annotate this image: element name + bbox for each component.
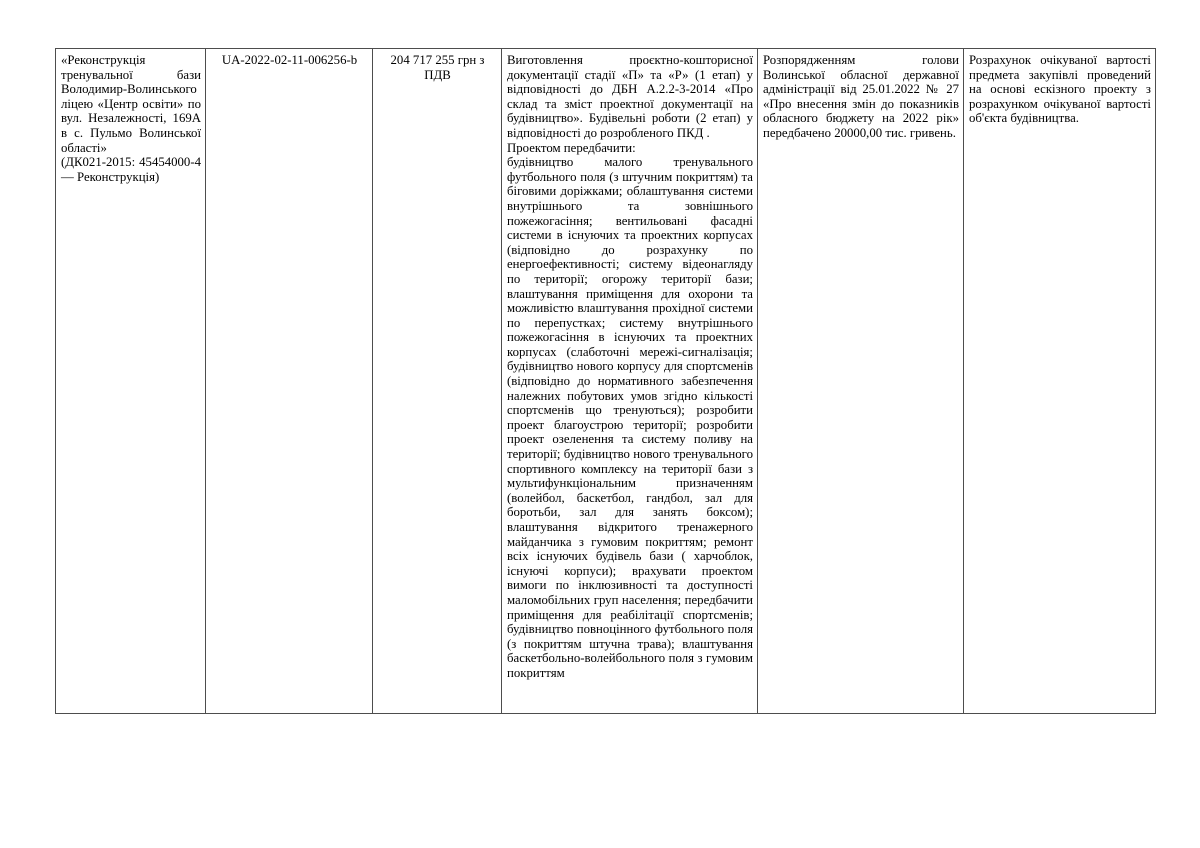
table-row: [56, 49, 1156, 714]
cell-description: [502, 49, 758, 714]
expected-value-text: 204 717 255 грн з ПДВ: [390, 53, 485, 82]
budget-source-text: Розпорядженням голови Волинської обласної державної адміністрації від 25.01.2022 № 27 «Про внесення змін до показників обласного бюджету на 2022 рік» передбачено 20000,00 тис. гривень.: [763, 53, 959, 140]
calculation-basis-text: Розрахунок очікуваної вартості предмета закупівлі проведений на основі ескізного проекту з розрахунком очікуваної вартості об'єкта будівництва.: [969, 53, 1151, 126]
description-paragraph-3: будівництво малого тренувального футбольного поля (з штучним покриттям) та біговими доріжками; облаштування системи внутрішнього та зовнішнього пожежогасіння; вентильовані фасадні системи в існуючих та проектних корпусах (відповідно до розрахунку по енергоефективності; систему відеонагляду по території; огорожу території бази; влаштування приміщення для охорони та можливістю влаштування прохідної системи по перепустках; систему внутрішнього пожежогасіння в існуючих та проектних корпусах (слаботочні мережі-сигналізація; будівництво нового корпусу для спортсменів (відповідно до нормативного забезпечення належних побутових умов згідно кількості спортсменів що тренуються); розробити проект благоустрою території; розробити проект озеленення та систему поливу на території; будівництво нового тренувального спортивного комплексу на території бази з мультифункціональним призначенням (волейбол, баскетбол, гандбол, зал для боротьби, зал для занять боксом); влаштування відкритого тренажерного майданчика з гумовим покриттям; ремонт всіх існуючих будівель бази ( харчоблок, існуючі корпуси); врахувати проектом вимоги по інклюзивності та доступності маломобільних груп населення; передбачити приміщення для реабілітації спортсменів; будівництво повноцінного футбольного поля (з покриттям штучна трава); влаштування баскетбольно-волейбольного поля з гумовим покриттям: [507, 155, 753, 680]
tender-id-text: UA-2022-02-11-006256-b: [221, 53, 358, 67]
cell-object-name: [56, 49, 206, 714]
description-paragraph-1: Виготовлення проєктно-кошторисної документації стадії «П» та «Р» (1 етап) у відповідності до ДБН А.2.2-3-2014 «Про склад та зміст проектної документації на будівництво». Будівельні роботи (2 етап) у відповідності до розробленого ПКД .: [507, 53, 753, 140]
procurement-table: [55, 48, 1156, 714]
object-classification-text: (ДК021-2015: 45454000-4 — Реконструкція): [61, 155, 201, 184]
cell-budget-source: [758, 49, 964, 714]
cell-tender-id: [206, 49, 373, 714]
cell-calculation-basis: [964, 49, 1156, 714]
description-paragraph-2: Проектом передбачити:: [507, 140, 636, 155]
cell-expected-value: [373, 49, 502, 714]
object-name-text: «Реконструкція тренувальної бази Володимир-Волинського ліцею «Центр освіти» по вул. Незалежності, 169А в с. Пульмо Волинської області»: [61, 53, 201, 155]
